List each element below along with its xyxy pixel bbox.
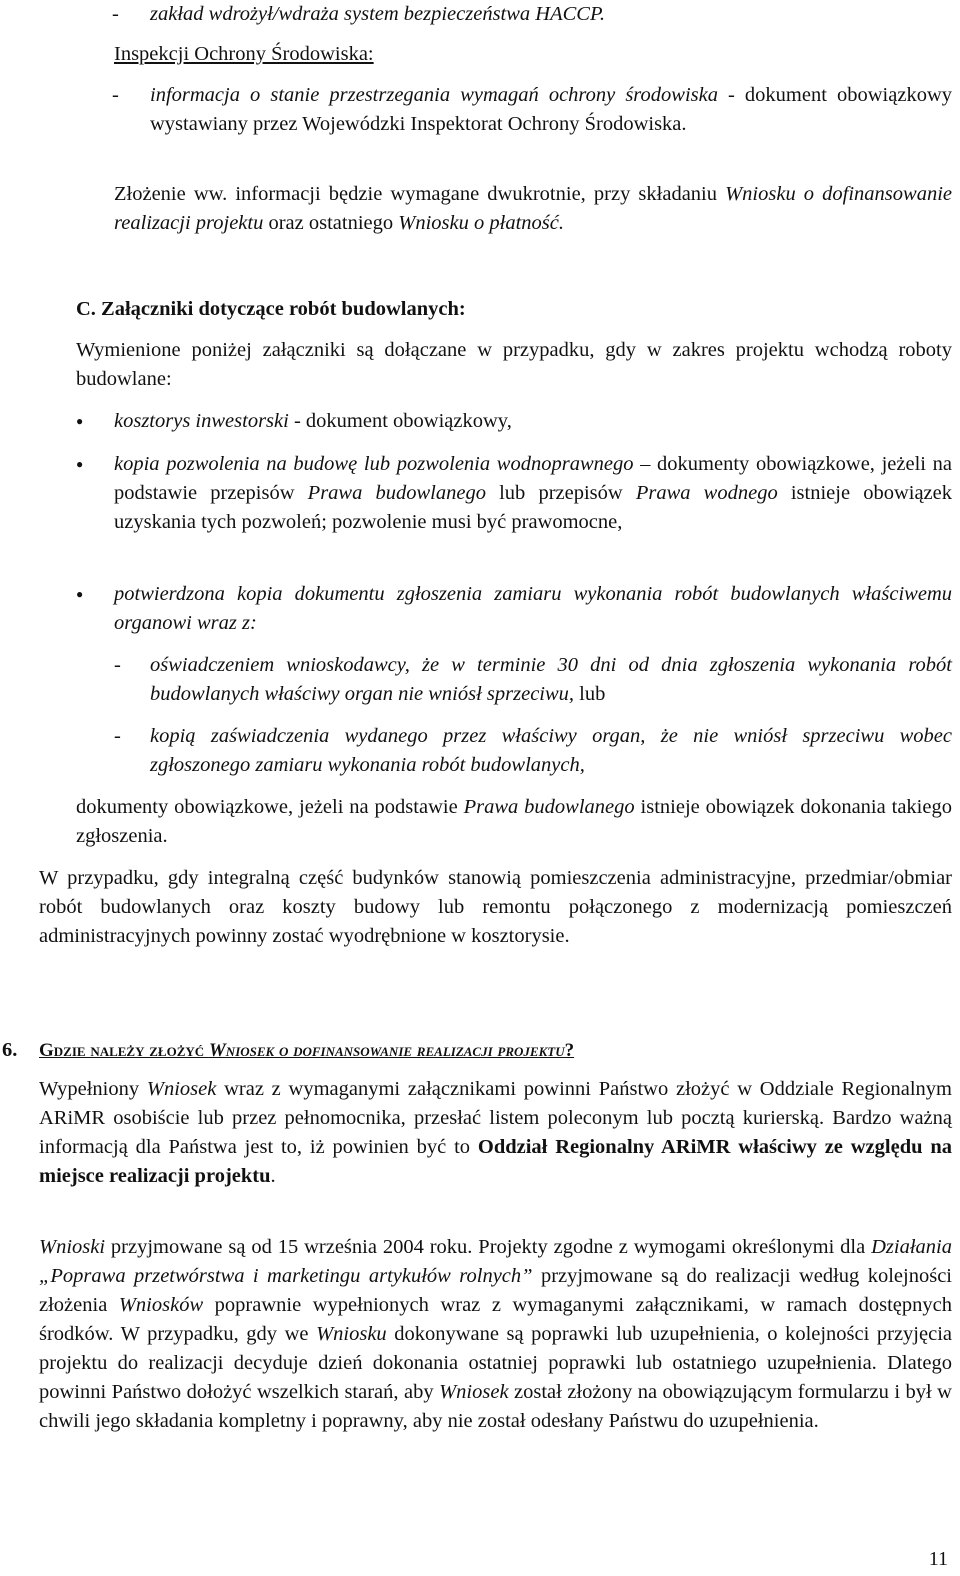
section-6-paragraph-2 <box>39 1233 952 1436</box>
p1-bold: Oddział Regionalny ARiMR właściwy ze względu na miejsce realizacji projektu <box>39 1136 952 1187</box>
section-c-intro: Wymienione poniżej załączniki są dołączane w przypadku, gdy w zakres projektu wchodzą roboty budowlane: <box>76 339 952 390</box>
p2-text-e: został złożony na obowiązującym formularzu i był w chwili jego składania kompletny i poprawny, aby nie został odesłany Państwu do uzupełnienia. <box>39 1381 952 1432</box>
page-number: 11 <box>928 1548 948 1570</box>
b2-italic-2: Prawa budowlanego <box>307 482 486 504</box>
bullet-mark: ● <box>76 414 84 428</box>
b1-italic: kosztorys inwestorski <box>114 410 289 432</box>
b2-text-b: lub przepisów <box>485 482 636 504</box>
section-6-title-italic: Wniosek o dofinansowanie realizacji projektu <box>208 1040 565 1061</box>
p2-italic-5: Wniosek <box>439 1381 509 1403</box>
dash-mark: - <box>112 3 119 25</box>
b2-text-c: istnieje obowiązek uzyskania tych pozwoleń; pozwolenie musi być prawomocne, <box>114 482 952 533</box>
list-item-env <box>112 81 952 139</box>
env-note-text-2: oraz ostatniego <box>263 212 399 234</box>
d1-italic: oświadczeniem wnioskodawcy, że w terminie 30 dni od dnia zgłoszenia wykonania robót budowlanych właściwy organ nie wniósł sprzeciwu, <box>150 654 952 705</box>
section-c-heading <box>76 295 466 324</box>
p1-text-a: Wypełniony <box>39 1078 147 1100</box>
env-note-italic: Wniosku o dofinansowanie realizacji projektu <box>114 183 953 234</box>
section-6-title-text: Gdzie należy złożyć <box>39 1040 209 1061</box>
b2-italic-3: Prawa wodnego <box>635 482 778 504</box>
p2-text-d: dokonywane są poprawki lub uzupełnienia, o kolejności przyjęcia projektu do realizacji decyduje dzień dokonania ostatniej poprawki lub ostatniego uzupełnienia. Dlatego powinni Państwo dołożyć wszelkich starań, aby <box>39 1323 952 1403</box>
p2-italic-3: Wniosków <box>118 1294 204 1316</box>
p2-text-c: poprawnie wypełnionych wraz z wymaganymi załącznikami, w ramach dostępnych środków. W przypadku, gdy we <box>39 1294 952 1345</box>
b2-text-a: – dokumenty obowiązkowe, jeżeli na podstawie przepisów <box>114 453 952 504</box>
section-6-title-end: ? <box>564 1040 575 1061</box>
bullet-item-pozwolenie <box>76 450 952 537</box>
p2-text-b: przyjmowane są do realizacji według kolejności złożenia <box>39 1265 952 1316</box>
p2-italic-4: Wniosku <box>316 1323 387 1345</box>
env-note <box>114 180 952 238</box>
b2-italic: kopia pozwolenia na budowę lub pozwolenia wodnoprawnego <box>114 453 634 475</box>
d1-rest: lub <box>574 683 606 705</box>
env-note-italic-2: Wniosku o płatność. <box>398 212 564 234</box>
dash-item-oswiadczenie <box>114 651 952 709</box>
section-6-paragraph-1 <box>39 1075 952 1191</box>
bullet-mark: ● <box>76 587 84 601</box>
section-c-heading-text: C. Załączniki dotyczące robót budowlanych: <box>76 298 466 320</box>
dash-item-zaswiadczenie <box>114 722 952 780</box>
d2-italic: kopią zaświadczenia wydanego przez właściwy organ, że nie wniósł sprzeciwu wobec zgłoszonego zamiaru wykonania robót budowlanych, <box>150 725 952 776</box>
env-item-italic: informacja o stanie przestrzegania wymagań ochrony środowiska <box>150 84 718 106</box>
closing-note <box>76 793 952 851</box>
p2-italic-2: Działania „Poprawa przetwórstwa i marketingu artykułów rolnych” <box>39 1236 952 1287</box>
section-6-title <box>39 1036 574 1065</box>
p1-italic: Wniosek <box>146 1078 217 1100</box>
list-item-haccp <box>112 0 960 29</box>
b3-italic: potwierdzona kopia dokumentu zgłoszenia zamiaru wykonania robót budowlanych właściwemu organowi wraz z: <box>114 583 952 634</box>
env-note-text: Złożenie ww. informacji będzie wymagane dwukrotnie, przy składaniu <box>114 183 726 205</box>
haccp-text: zakład wdrożył/wdraża system bezpieczeństwa HACCP. <box>150 3 605 25</box>
p2-text-a: przyjmowane są od 15 września 2004 roku. Projekty zgodne z wymogami określonymi dla <box>105 1236 872 1258</box>
env-heading: Inspekcji Ochrony Środowiska: <box>114 43 374 65</box>
dash-mark: - <box>114 725 121 747</box>
closing-text: dokumenty obowiązkowe, jeżeli na podstawie <box>76 796 464 818</box>
p1-text-b: wraz z wymaganymi załącznikami powinni Państwo złożyć w Oddziale Regionalnym ARiMR osobiście lub przez pełnomocnika, przesłać listem poleconym lub pocztą kurierską. Bardzo ważną informacją dla Państwa jest to, iż powinien być to <box>39 1078 953 1158</box>
dash-mark: - <box>114 654 121 676</box>
closing-italic: Prawa budowlanego <box>463 796 635 818</box>
bullet-item-kosztorys <box>76 407 952 436</box>
p1-text-c: . <box>270 1165 276 1187</box>
dash-mark: - <box>112 84 119 106</box>
bullet-item-zgloszenie <box>76 580 952 638</box>
section-6-number: 6. <box>2 1039 18 1061</box>
p2-italic-1: Wnioski <box>39 1236 106 1258</box>
env-item-rest: - dokument obowiązkowy wystawiany przez Wojewódzki Inspektorat Ochrony Środowiska. <box>150 84 952 135</box>
b1-rest: - dokument obowiązkowy, <box>288 410 512 432</box>
admin-paragraph: W przypadku, gdy integralną część budynków stanowią pomieszczenia administracyjne, przedmiar/obmiar robót budowlanych oraz koszty budowy lub remontu połączonego z modernizacją pomieszczeń administracyjnych powinny zostać wyodrębnione w kosztorysie. <box>39 867 952 947</box>
closing-text-2: istnieje obowiązek dokonania takiego zgłoszenia. <box>76 796 952 847</box>
bullet-mark: ● <box>76 457 84 471</box>
